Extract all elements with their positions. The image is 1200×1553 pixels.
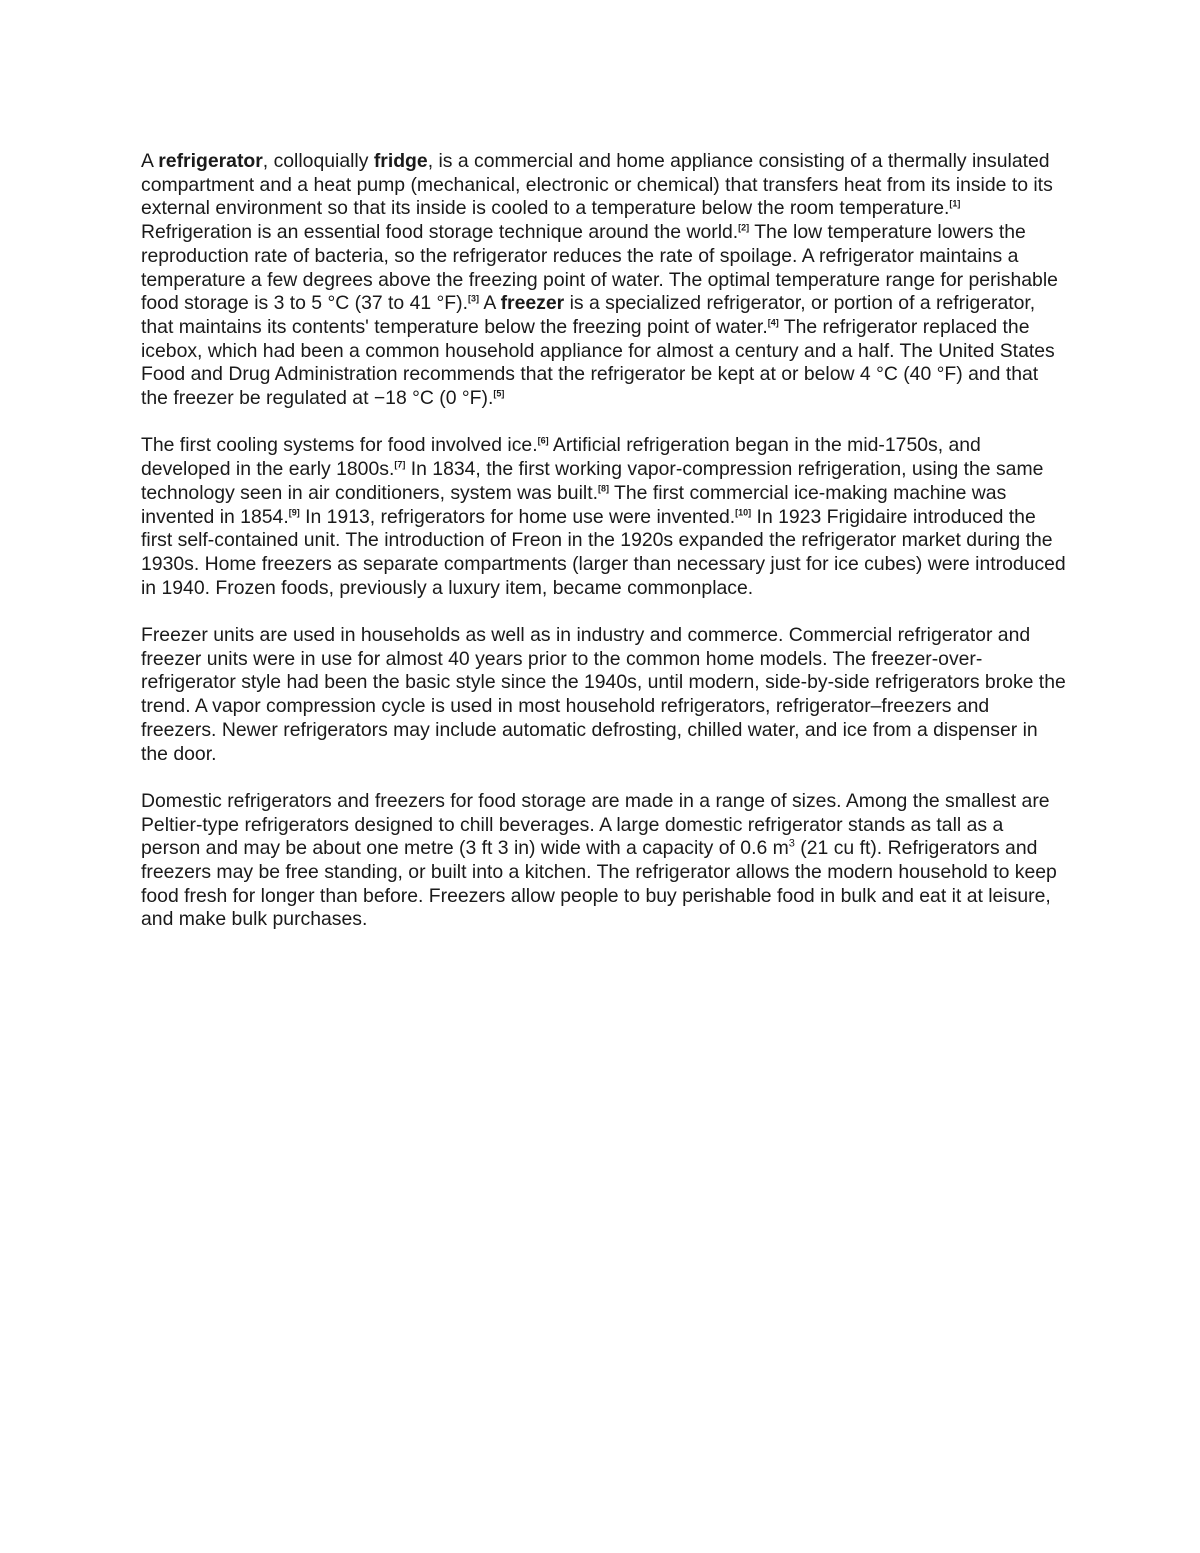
citation-link-5[interactable]: [5]	[493, 388, 505, 399]
text-span: The first commercial ice-making machine was invented in 1854.	[141, 481, 1007, 528]
text-span: , colloquially	[262, 150, 374, 172]
text-span: The first cooling systems for food involved ice.	[141, 434, 538, 457]
text-span: , is a commercial and home appliance consisting of a thermally insulated compartment and a heat pump (mechanical, electronic or chemical) that transfers heat from its inside to its external environment so that its inside is cooled to a temperature below the room temperature.	[141, 150, 1053, 220]
citation-link-4[interactable]: [4]	[767, 317, 779, 328]
citation-link-1[interactable]: [1]	[949, 198, 961, 209]
text-span: In 1834, the first working vapor-compression refrigeration, using the same technology seen in air conditioners, system was built.	[141, 458, 1044, 504]
paragraph-freezer-units	[141, 624, 1066, 766]
citation-link-6[interactable]: [6]	[537, 435, 549, 446]
citation-link-2[interactable]: [2]	[738, 222, 750, 233]
citation-link-3[interactable]: [3]	[468, 293, 479, 304]
superscript-cubed: 3	[788, 837, 795, 850]
document-page	[141, 150, 1066, 956]
text-span: is a specialized refrigerator, or portion of a refrigerator, that maintains its contents' temperature below the freezing point of water.	[141, 292, 1036, 338]
text-span: In 1923 Frigidaire introduced the first self-contained unit. The introduction of Freon in the 1920s expanded the refrigerator market during the 1930s. Home freezers as separate compartments (larger than necessary just for ice cubes) were introduced in 1940. Frozen foods, previously a luxury item, became commonplace.	[141, 505, 1066, 599]
text-span: In 1913, refrigerators for home use were invented.	[299, 505, 736, 528]
citation-link-10[interactable]: [10]	[735, 507, 752, 518]
citation-link-9[interactable]: [9]	[288, 507, 300, 518]
text-span: Refrigeration is an essential food storage technique around the world.	[141, 221, 739, 244]
text-span: A	[141, 150, 159, 172]
paragraph-domestic-refrigerators	[141, 790, 1066, 932]
citation-link-8[interactable]: [8]	[598, 483, 609, 494]
text-span: Artificial refrigeration began in the mid-1750s, and developed in the early 1800s.	[141, 434, 981, 481]
term-refrigerator: refrigerator	[158, 150, 263, 172]
text-span: Domestic refrigerators and freezers for food storage are made in a range of sizes. Among the smallest are Peltier-type refrigerators designed to chill beverages. A large domestic refrigerator stands as tall as a person and may be about one metre (3 ft 3 in) wide with a capacity of 0.6 m	[141, 789, 1050, 860]
text-span: The refrigerator replaced the icebox, which had been a common household appliance for almost a century and a half. The United States Food and Drug Administration recommends that the refrigerator be kept at or below 4 °C (40 °F) and that the freezer be regulated at −18 °C (0 °F).	[141, 315, 1055, 410]
text-span: The low temperature lowers the reproduction rate of bacteria, so the refrigerator reduces the rate of spoilage. A refrigerator maintains a temperature a few degrees above the freezing point of water. The optimal temperature range for perishable food storage is 3 to 5 °C (37 to 41 °F).	[141, 221, 1058, 315]
paragraph-history	[141, 434, 1066, 600]
paragraph-refrigerator-definition	[141, 150, 1066, 411]
term-fridge: fridge	[373, 150, 428, 172]
term-freezer: freezer	[500, 292, 565, 315]
citation-link-7[interactable]: [7]	[394, 459, 406, 470]
text-span: A	[479, 292, 501, 315]
text-span: Freezer units are used in households as well as in industry and commerce. Commercial refrigerator and freezer units were in use for almost 40 years prior to the common home models. The freezer-over-refrigerator style had been the basic style since the 1940s, until modern, side-by-side refrigerators broke the trend. A vapor compression cycle is used in most household refrigerators, refrigerator–freezers and freezers. Newer refrigerators may include automatic defrosting, chilled water, and ice from a dispenser in the door.	[141, 624, 1066, 765]
text-span: (21 cu ft). Refrigerators and freezers may be free standing, or built into a kitchen. The refrigerator allows the modern household to keep food fresh for longer than before. Freezers allow people to buy perishable food in bulk and eat it at leisure, and make bulk purchases.	[141, 837, 1057, 931]
